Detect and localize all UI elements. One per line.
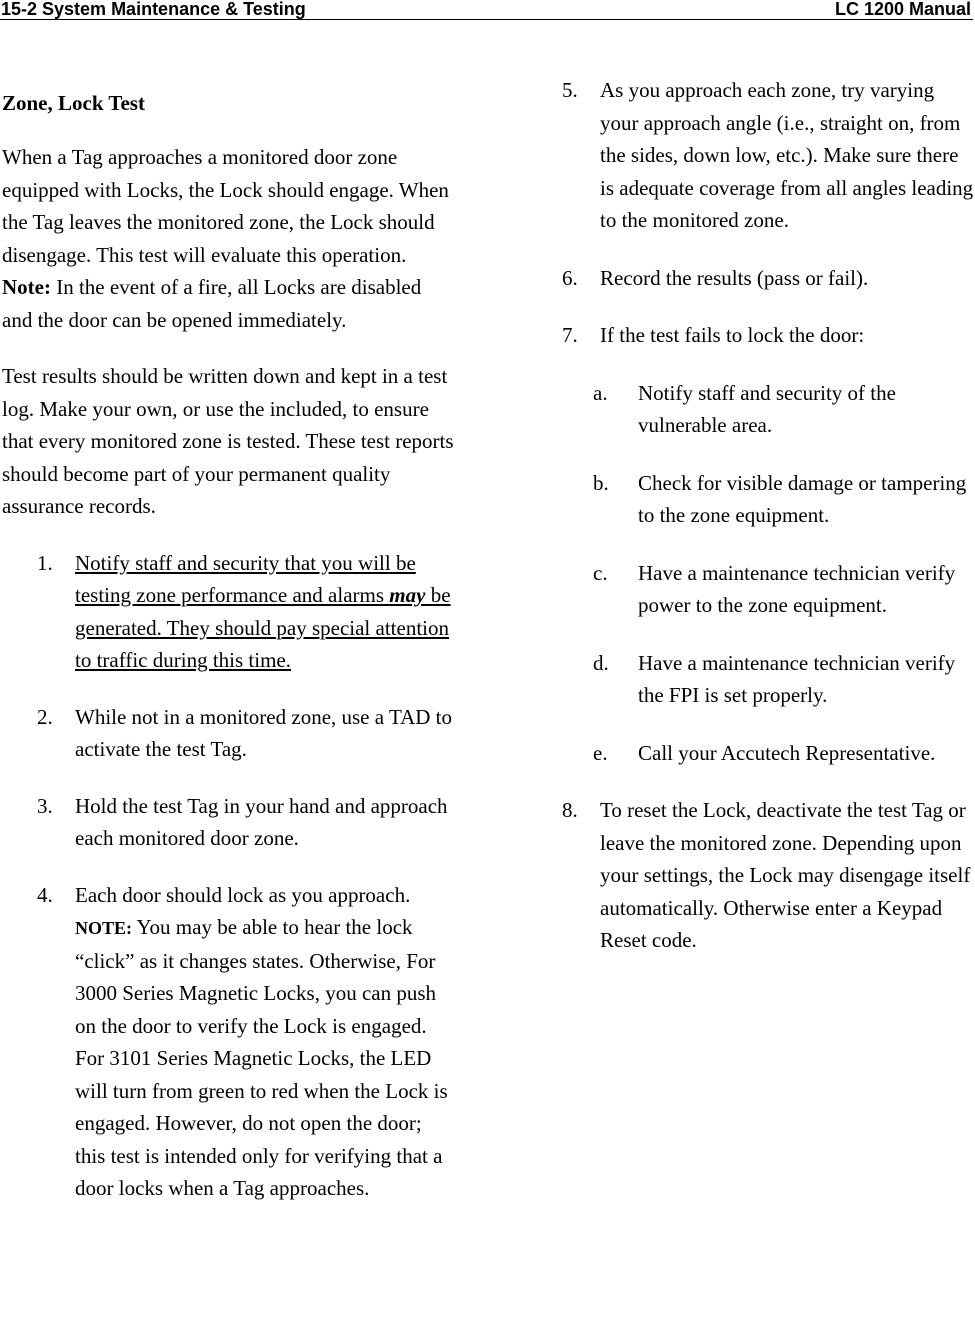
step-number: 1. bbox=[37, 550, 53, 575]
substep-label: a. bbox=[593, 380, 608, 405]
substep-d bbox=[562, 647, 974, 712]
step-number: 4. bbox=[37, 882, 53, 907]
step-1-text-a: Notify staff and security that you will be testing zone performance and alarms bbox=[75, 550, 416, 607]
substep-text: Call your Accutech Representative. bbox=[638, 740, 936, 765]
step-6-text: Record the results (pass or fail). bbox=[600, 265, 869, 290]
header-section-title: 15-2 System Maintenance & Testing bbox=[1, 0, 306, 19]
note-label: Note: bbox=[2, 275, 51, 299]
results-paragraph: Test results should be written down and kept in a test log. Make your own, or use the included, to ensure that every monitored zone is tested. These test reports should become part of your permanent quality assurance records. bbox=[2, 364, 454, 518]
substep-text: Notify staff and security of the vulnerable area. bbox=[638, 380, 896, 437]
section-title: Zone, Lock Test bbox=[2, 91, 145, 115]
substep-e bbox=[562, 737, 974, 770]
substep-label: e. bbox=[593, 740, 608, 765]
header-manual-title: LC 1200 Manual bbox=[834, 0, 971, 19]
substep-label: d. bbox=[593, 650, 609, 675]
note-text: In the event of a fire, all Locks are disabled and the door can be opened immediately. bbox=[2, 275, 422, 332]
substep-text: Have a maintenance technician verify power to the zone equipment. bbox=[638, 560, 956, 617]
substep-text: Have a maintenance technician verify the FPI is set properly. bbox=[638, 650, 956, 707]
step-1 bbox=[2, 547, 454, 677]
step-8 bbox=[562, 794, 974, 957]
step-4 bbox=[2, 879, 454, 1205]
step-5-text: As you approach each zone, try varying your approach angle (i.e., straight on, from the sides, down low, etc.). Make sure there is adequate coverage from all angles leading to the monitored zone. bbox=[600, 78, 974, 232]
step-7 bbox=[562, 319, 974, 352]
step-8-text: To reset the Lock, deactivate the test Tag or leave the monitored zone. Depending upon your settings, the Lock may disengage itself automatically. Otherwise enter a Keypad Reset code. bbox=[600, 798, 971, 952]
step-number: 3. bbox=[37, 793, 53, 818]
substep-c bbox=[562, 557, 974, 622]
step-number: 5. bbox=[562, 78, 578, 102]
step-1-emphasis: may bbox=[389, 583, 426, 607]
page-header bbox=[0, 0, 973, 20]
step-6 bbox=[562, 262, 974, 295]
step-5 bbox=[562, 74, 974, 237]
step-3-text: Hold the test Tag in your hand and approach each monitored door zone. bbox=[75, 793, 448, 850]
substep-a bbox=[562, 377, 974, 442]
step-4-text-b: You may be able to hear the lock “click” as it changes states. Otherwise, For 3000 Series Magnetic Locks, you can push on the door to verify the Lock is engaged. For 3101 Series Magnetic Locks, the LED will turn from green to red when the Lock is engaged. However, do not open the door; this test is intended only for verifying that a door locks when a Tag approaches. bbox=[75, 915, 448, 1200]
step-number: 8. bbox=[562, 798, 578, 822]
intro-paragraph: When a Tag approaches a monitored door zone equipped with Locks, the Lock should engage. When the Tag leaves the monitored zone, the Lock should disengage. This test will evaluate this operation. bbox=[2, 145, 449, 267]
step-2-text: While not in a monitored zone, use a TAD to activate the test Tag. bbox=[75, 704, 453, 761]
note-paragraph bbox=[2, 271, 454, 336]
substep-label: c. bbox=[593, 560, 608, 585]
step-3 bbox=[2, 790, 454, 855]
step-4-text-a: Each door should lock as you approach. bbox=[75, 882, 411, 907]
step-4-note-label: NOTE: bbox=[75, 918, 133, 938]
step-7-text: If the test fails to lock the door: bbox=[600, 323, 865, 347]
substep-b bbox=[562, 467, 974, 532]
step-number: 6. bbox=[562, 265, 578, 290]
step-2 bbox=[2, 701, 454, 766]
substep-text: Check for visible damage or tampering to the zone equipment. bbox=[638, 470, 967, 527]
step-number: 7. bbox=[562, 323, 578, 347]
substep-label: b. bbox=[593, 470, 609, 495]
right-column bbox=[562, 74, 974, 982]
left-column bbox=[2, 87, 454, 1229]
step-1-text-b: be generated. They should pay special attention to traffic during this time. bbox=[75, 583, 451, 672]
step-number: 2. bbox=[37, 704, 53, 729]
